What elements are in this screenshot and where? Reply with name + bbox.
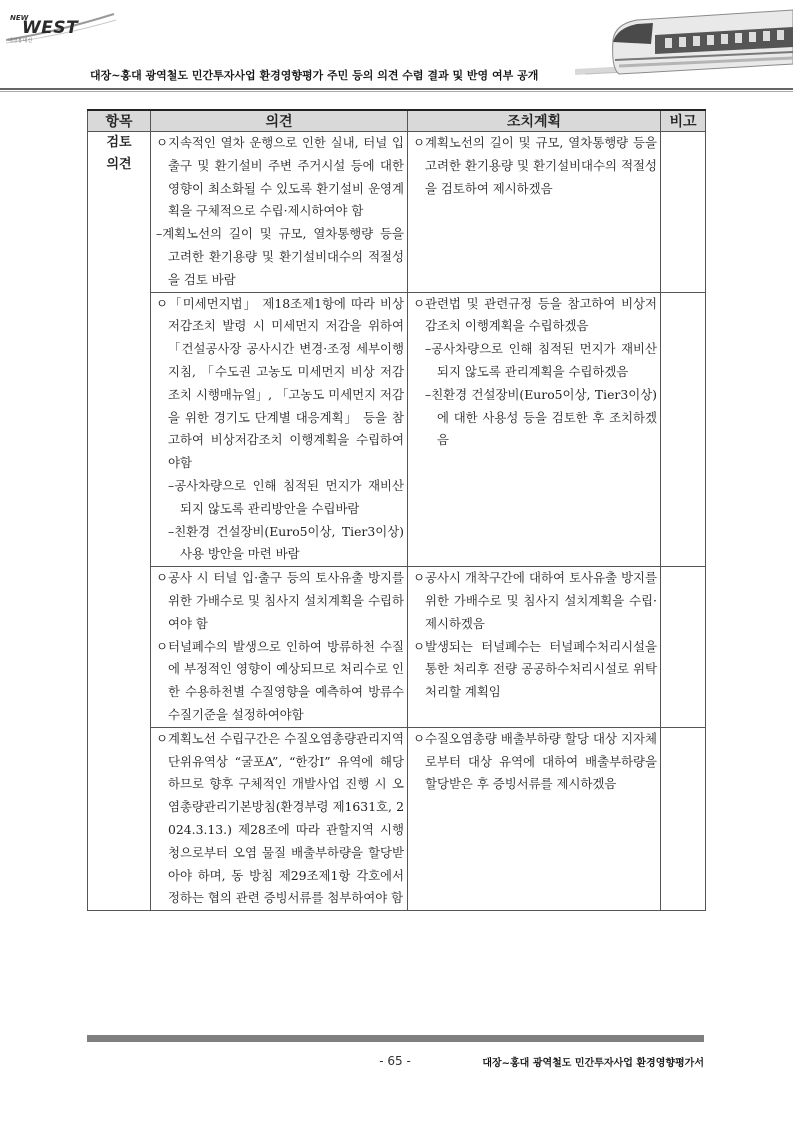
header-category: 항목 <box>88 110 151 132</box>
table-row <box>88 132 706 293</box>
category-cell <box>88 132 151 911</box>
opinion-cell <box>151 132 408 293</box>
action-subitem: –친환경 건설장비(Euro5이상, Tier3이상)에 대한 사용성 등을 검토한 후 조치하겠음 <box>425 386 657 448</box>
note-cell <box>661 727 706 910</box>
opinion-item: ㅇ지속적인 열차 운행으로 인한 실내, 터널 입출구 및 환기설비 주변 주거시설 등에 대한 영향이 최소화될 수 있도록 환기설비 운영계획을 구체적으로 수립·제시하여야 함 <box>156 135 404 219</box>
opinion-cell <box>151 727 408 910</box>
opinion-subitem: –친환경 건설장비(Euro5이상, Tier3이상) 사용 방안을 마련 바람 <box>168 523 404 562</box>
action-item: ㅇ계획노선의 길이 및 규모, 열차통행량 등을 고려한 환기용량 및 환기설비대수의 적절성을 검토하여 제시하겠음 <box>413 135 657 196</box>
table-row <box>88 292 706 567</box>
table-header-row <box>88 110 706 132</box>
logo-new-text: NEW <box>10 14 29 22</box>
footer-bar <box>87 1035 704 1042</box>
action-item: ㅇ공사시 개착구간에 대하여 토사유출 방지를 위한 가배수로 및 침사지 설치계획을 수립·제시하겠음 <box>413 570 657 631</box>
note-cell <box>661 292 706 567</box>
header-note: 비고 <box>661 110 706 132</box>
note-cell <box>661 132 706 293</box>
category-label: 검토 의견 <box>106 135 132 172</box>
action-cell <box>408 727 661 910</box>
opinion-item: ㅇ공사 시 터널 입·출구 등의 토사유출 방지를 위한 가배수로 및 침사지 설치계획을 수립하여야 함 <box>156 570 404 631</box>
new-west-logo <box>6 12 116 46</box>
logo-west-text: WEST <box>22 18 79 38</box>
opinion-item: ㅇ계획노선 수립구간은 수질오염총량관리지역 단위유역상 “굴포A”, “한강I” 유역에 해당하므로 향후 구체적인 개발사업 진행 시 오염총량관리기본방침(환경부령 제1631호, 2024.3.13.) 제28조에 따라 관할지역 시행청으로부터 오염 물질 배출부하량을 할당받아야 하며, 동 방침 제29조제1항 각호에서 정하는 협의 관련 증빙서류를 첨부하여야 함 <box>156 730 404 906</box>
note-cell <box>661 567 706 728</box>
opinion-table <box>87 109 706 911</box>
header-action: 조치계획 <box>408 110 661 132</box>
train-icon <box>575 2 793 88</box>
header-title: 대장~홍대 광역철도 민간투자사업 환경영향평가 주민 등의 의견 수렴 결과 및 반영 여부 공개 <box>90 69 539 82</box>
opinion-cell <box>151 292 408 567</box>
action-item: ㅇ관련법 및 관련규정 등을 참고하여 비상저감조치 이행계획을 수립하겠음 <box>413 295 657 334</box>
page-header <box>0 0 793 100</box>
action-cell <box>408 292 661 567</box>
action-cell <box>408 132 661 293</box>
logo-subtitle: 대장홍대선 <box>8 38 33 44</box>
table-row <box>88 567 706 728</box>
header-opinion: 의견 <box>151 110 408 132</box>
action-item: ㅇ수질오염총량 배출부하량 할당 대상 지자체로부터 대상 유역에 대하여 배출부하량을 할당받은 후 증빙서류를 제시하겠음 <box>413 730 657 792</box>
opinion-item: ㅇ「미세먼지법」 제18조제1항에 따라 비상저감조치 발령 시 미세먼지 저감을 위하여 「건설공사장 공사시간 변경·조정 세부이행지침, 「수도권 고농도 미세먼지 비상 저감조치 시행매뉴얼」, 「고농도 미세먼지 저감을 위한 경기도 단계별 대응계획」 등을 참고하여 비상저감조치 이행계획을 수립하여야함 <box>156 295 404 471</box>
footer-title: 대장~홍대 광역철도 민간투자사업 환경영향평가서 <box>482 1058 704 1069</box>
table-row <box>88 727 706 910</box>
action-subitem: –공사차량으로 인해 침적된 먼지가 재비산되지 않도록 관리계획을 수립하겠음 <box>425 341 657 379</box>
action-cell <box>408 567 661 728</box>
opinion-subitem: –계획노선의 길이 및 규모, 열차통행량 등을 고려한 환기용량 및 환기설비대수의 적절성을 검토 바람 <box>156 226 404 287</box>
opinion-cell <box>151 567 408 728</box>
action-item: ㅇ발생되는 터널폐수는 터널폐수처리시설을 통한 처리후 전량 공공하수처리시설로 위탁처리할 계획임 <box>413 638 657 700</box>
page-number: - 65 - <box>379 1054 411 1068</box>
opinion-subitem: –공사차량으로 인해 침적된 먼지가 재비산되지 않도록 관리방안을 수립바람 <box>168 477 404 516</box>
header-divider <box>0 88 793 90</box>
header-divider-thin <box>0 91 793 92</box>
opinion-item: ㅇ터널폐수의 발생으로 인하여 방류하천 수질에 부정적인 영향이 예상되므로 처리수로 인한 수용하천별 수질영향을 예측하여 방류수 수질기준을 설정하여야함 <box>156 638 404 722</box>
